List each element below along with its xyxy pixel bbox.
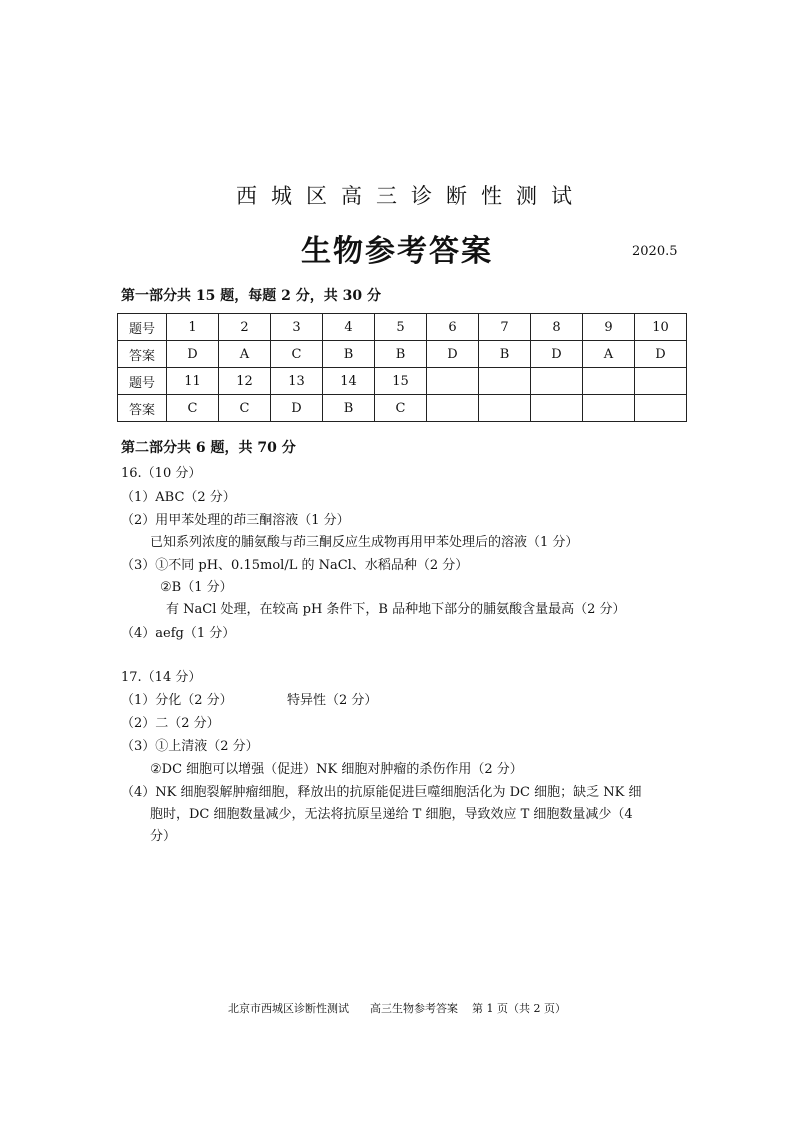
row-header-cell: 题号 (118, 314, 167, 341)
table-cell: 15 (375, 368, 427, 395)
row-header-cell: 答案 (118, 395, 167, 422)
table-row (118, 341, 687, 368)
q17-answer-4c: 分） (150, 829, 177, 844)
table-cell: D (635, 341, 687, 368)
table-cell: 5 (375, 314, 427, 341)
q16-answer-2: （2）用甲苯处理的茚三酮溶液（1 分） (121, 513, 350, 528)
q16-answer-1: （1）ABC（2 分） (121, 490, 236, 505)
table-cell: D (427, 341, 479, 368)
table-cell: 9 (583, 314, 635, 341)
document-date: 2020.5 (632, 244, 678, 259)
q17-answer-4: （4）NK 细胞裂解肿瘤细胞，释放出的抗原能促进巨噬细胞活化为 DC 细胞；缺乏 NK 细 (121, 785, 642, 800)
table-cell: C (271, 341, 323, 368)
table-cell: B (323, 341, 375, 368)
table-cell (583, 395, 635, 422)
page-footer: 北京市西城区诊断性测试 高三生物参考答案 第 1 页（共 2 页） (228, 1002, 566, 1015)
table-cell: C (375, 395, 427, 422)
q17-answer-1b: 特异性（2 分） (287, 693, 378, 708)
row-header-cell: 题号 (118, 368, 167, 395)
part2-heading: 第二部分共 6 题，共 70 分 (121, 440, 296, 456)
table-cell (531, 395, 583, 422)
q16-answer-2b: 已知系列浓度的脯氨酸与茚三酮反应生成物再用甲苯处理后的溶液（1 分） (150, 535, 579, 550)
q17-answer-1: （1）分化（2 分） (121, 693, 233, 708)
table-cell (583, 368, 635, 395)
q17-answer-3: （3）①上清液（2 分） (121, 739, 259, 754)
table-row (118, 395, 687, 422)
table-cell: 11 (167, 368, 219, 395)
document-subtitle: 生物参考答案 (301, 234, 493, 269)
part1-heading: 第一部分共 15 题，每题 2 分，共 30 分 (121, 288, 381, 304)
table-cell (479, 368, 531, 395)
row-header-cell: 答案 (118, 341, 167, 368)
table-cell: B (375, 341, 427, 368)
table-cell (427, 368, 479, 395)
answer-table (117, 313, 687, 422)
table-cell (479, 395, 531, 422)
table-cell: 6 (427, 314, 479, 341)
table-cell: 2 (219, 314, 271, 341)
table-cell: B (323, 395, 375, 422)
table-cell: 10 (635, 314, 687, 341)
q17-title: 17.（14 分） (121, 670, 202, 685)
table-cell (427, 395, 479, 422)
q16-answer-3c: 有 NaCl 处理，在较高 pH 条件下，B 品种地下部分的脯氨酸含量最高（2 分） (166, 602, 626, 617)
table-cell: D (271, 395, 323, 422)
table-cell: 13 (271, 368, 323, 395)
table-cell (635, 395, 687, 422)
q17-answer-4b: 胞时，DC 细胞数量减少，无法将抗原呈递给 T 细胞，导致效应 T 细胞数量减少（4 (150, 807, 633, 822)
table-cell: 1 (167, 314, 219, 341)
table-cell: D (531, 341, 583, 368)
table-row (118, 314, 687, 341)
q16-answer-3b: ②B（1 分） (160, 580, 233, 595)
q16-answer-3: （3）①不同 pH、0.15mol/L 的 NaCl、水稻品种（2 分） (121, 558, 469, 573)
table-cell: 8 (531, 314, 583, 341)
q16-title: 16.（10 分） (121, 466, 202, 481)
document-title: 西城区高三诊断性测试 (236, 184, 586, 208)
q17-answer-3b: ②DC 细胞可以增强（促进）NK 细胞对肿瘤的杀伤作用（2 分） (150, 762, 523, 777)
table-cell: D (167, 341, 219, 368)
table-cell: 7 (479, 314, 531, 341)
table-cell: A (219, 341, 271, 368)
table-cell: A (583, 341, 635, 368)
table-cell: 14 (323, 368, 375, 395)
table-cell: C (219, 395, 271, 422)
table-cell: 4 (323, 314, 375, 341)
table-cell (635, 368, 687, 395)
table-cell: 12 (219, 368, 271, 395)
table-cell: C (167, 395, 219, 422)
table-cell (531, 368, 583, 395)
q17-answer-2: （2）二（2 分） (121, 716, 220, 731)
q16-answer-4: （4）aefg（1 分） (121, 626, 236, 641)
table-cell: B (479, 341, 531, 368)
table-cell: 3 (271, 314, 323, 341)
table-row (118, 368, 687, 395)
